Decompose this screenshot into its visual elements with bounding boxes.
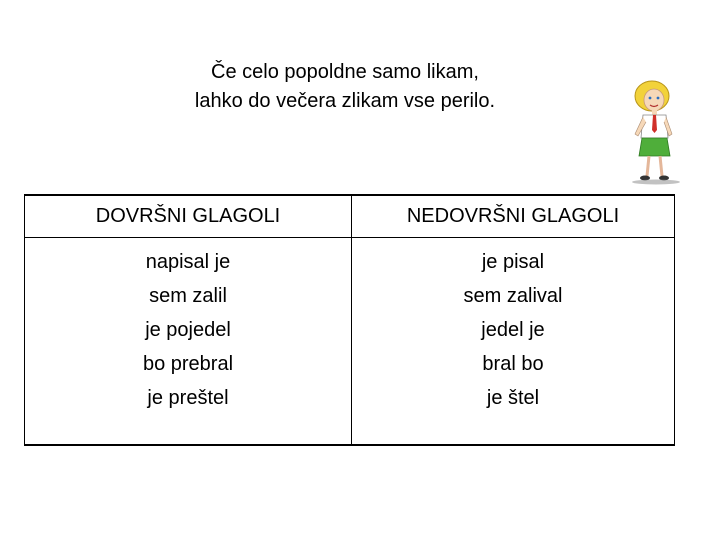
verb-item: je preštel — [147, 387, 229, 409]
intro-line-2: lahko do večera zlikam vse perilo. — [194, 90, 496, 112]
header-perfective: DOVRŠNI GLAGOLI — [25, 195, 352, 238]
verb-table — [24, 194, 675, 446]
verb-item: bo prebral — [142, 353, 234, 375]
intro-line-1: Če celo popoldne samo likam, — [211, 61, 479, 83]
verb-item: je štel — [486, 387, 540, 409]
table-header-row — [25, 195, 675, 238]
verb-item: je pisal — [481, 251, 545, 273]
verb-item: sem zalival — [463, 285, 563, 307]
header-imperfective: NEDOVRŠNI GLAGOLI — [352, 195, 675, 238]
intro-text — [110, 58, 580, 116]
verb-item: je pojedel — [145, 319, 231, 341]
cartoon-woman-icon — [622, 76, 702, 186]
imperfective-cell — [352, 238, 675, 446]
verb-item: sem zalil — [149, 285, 227, 307]
table-row — [25, 238, 675, 446]
verb-item: jedel je — [481, 319, 545, 341]
verb-item: napisal je — [145, 251, 231, 273]
perfective-cell — [25, 238, 352, 446]
verb-item: bral bo — [482, 353, 544, 375]
